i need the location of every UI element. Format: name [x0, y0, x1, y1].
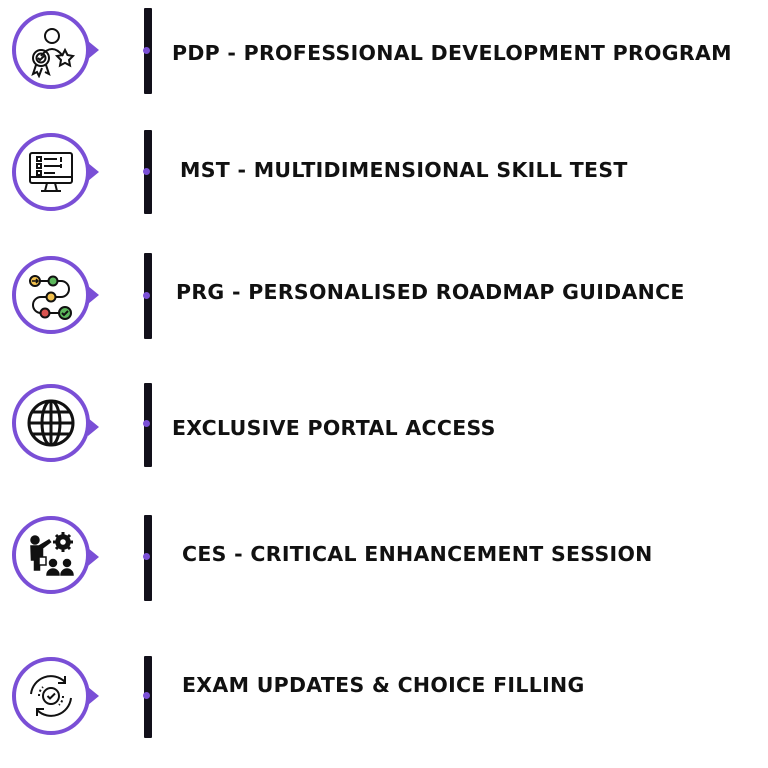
item-label: PRG - PERSONALISED ROADMAP GUIDANCE: [176, 280, 685, 304]
icon-circle: [12, 516, 90, 594]
icon-circle: [12, 133, 90, 211]
list-item: [0, 127, 768, 217]
icon-circle: [12, 256, 90, 334]
divider-dot: [143, 553, 150, 560]
divider-dot: [143, 292, 150, 299]
list-item: [0, 250, 768, 340]
presenter-gear-icon: [23, 527, 79, 583]
item-label: EXAM UPDATES & CHOICE FILLING: [182, 673, 585, 697]
list-item: [0, 512, 768, 602]
item-label: MST - MULTIDIMENSIONAL SKILL TEST: [180, 158, 628, 182]
list-item: [0, 5, 768, 95]
globe-icon: [23, 395, 79, 451]
icon-circle: [12, 11, 90, 89]
item-label: PDP - PROFESSIONAL DEVELOPMENT PROGRAM: [172, 41, 732, 65]
divider-dot: [143, 692, 150, 699]
divider-dot: [143, 168, 150, 175]
list-item: [0, 382, 768, 472]
award-person-icon: [23, 22, 79, 78]
item-label: EXCLUSIVE PORTAL ACCESS: [172, 416, 496, 440]
divider-dot: [143, 420, 150, 427]
list-item: [0, 651, 768, 741]
icon-circle: [12, 384, 90, 462]
refresh-check-icon: [23, 668, 79, 724]
roadmap-path-icon: [23, 267, 79, 323]
item-label: CES - CRITICAL ENHANCEMENT SESSION: [182, 542, 653, 566]
test-monitor-icon: [23, 144, 79, 200]
divider-dot: [143, 47, 150, 54]
icon-circle: [12, 657, 90, 735]
